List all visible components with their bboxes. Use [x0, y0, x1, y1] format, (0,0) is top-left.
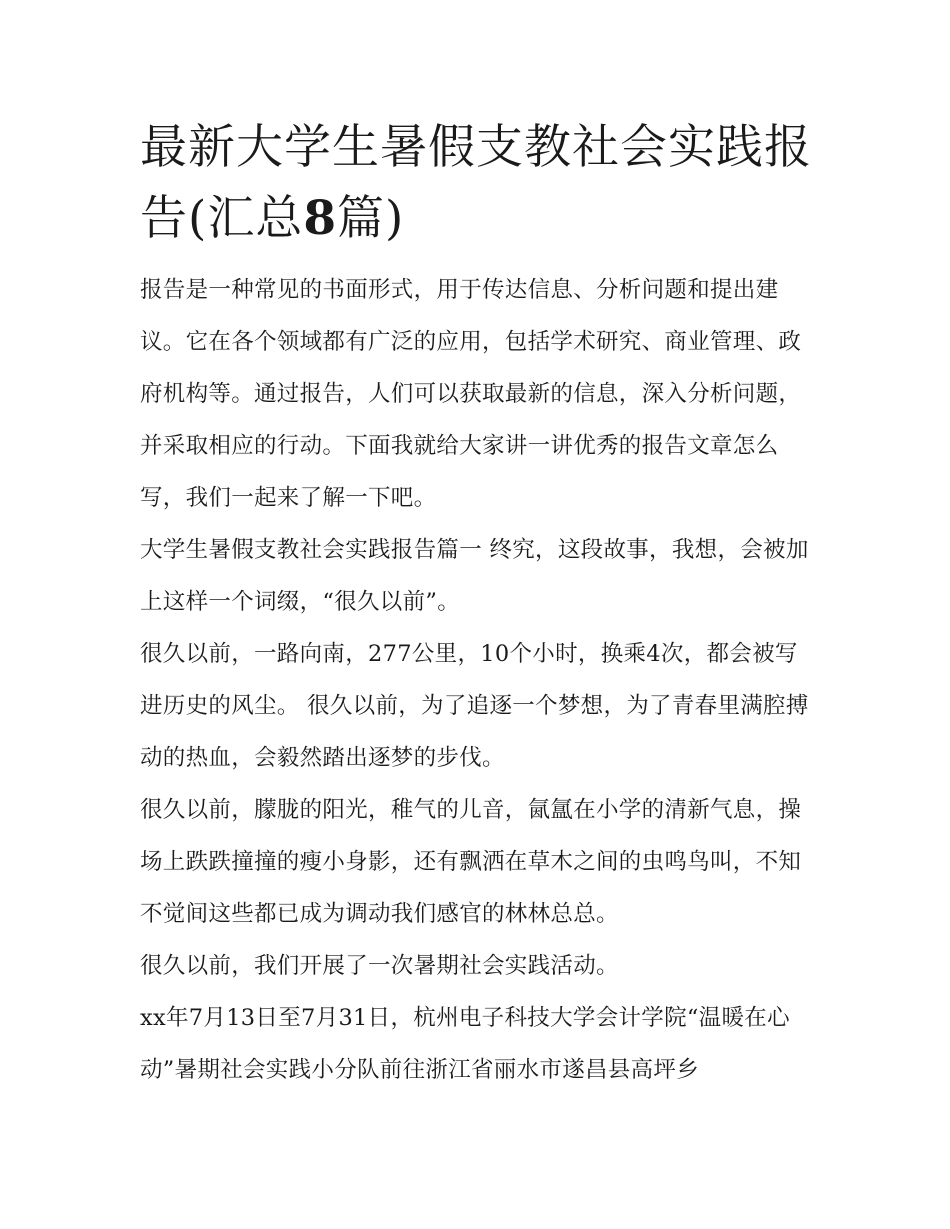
- paragraph-intro: 报告是一种常见的书面形式，用于传达信息、分析问题和提出建议。它在各个领域都有广泛的应用，包括学术研究、商业管理、政府机构等。通过报告，人们可以获取最新的信息，深入分析问题，并采取相应的行动。下面我就给大家讲一讲优秀的报告文章怎么写，我们一起来了解一下吧。: [140, 277, 802, 511]
- document-page: [140, 112, 820, 1096]
- paragraph-memories: 很久以前，朦胧的阳光，稚气的儿音，氤氲在小学的清新气息，操场上跌跌撞撞的瘦小身影，还有飘洒在草木之间的虫鸣鸟叫，不知不觉间这些都已成为调动我们感官的林林总总。: [140, 797, 802, 927]
- document-title: [140, 112, 820, 254]
- paragraph-activity: 很久以前，我们开展了一次暑期社会实践活动。: [140, 953, 619, 979]
- paragraph-dates: xx年7月13日至7月31日，杭州电子科技大学会计学院“温暖在心动”暑期社会实践小分队前往浙江省丽水市遂昌县高坪乡: [140, 1005, 790, 1083]
- title-text-part1: 最新大学生暑假支教社会实践报告(汇总: [140, 120, 812, 246]
- title-text-part2: 篇): [337, 191, 405, 246]
- paragraph-section-one: 大学生暑假支教社会实践报告篇一 终究，这段故事，我想，会被加上这样一个词缀，“很久以前”。: [140, 537, 809, 615]
- title-number: 8: [303, 191, 338, 246]
- paragraph-journey: 很久以前，一路向南，277公里，10个小时，换乘4次，都会被写进历史的风尘。 很久以前，为了追逐一个梦想，为了青春里满腔搏动的热血，会毅然踏出逐梦的步伐。: [140, 641, 809, 771]
